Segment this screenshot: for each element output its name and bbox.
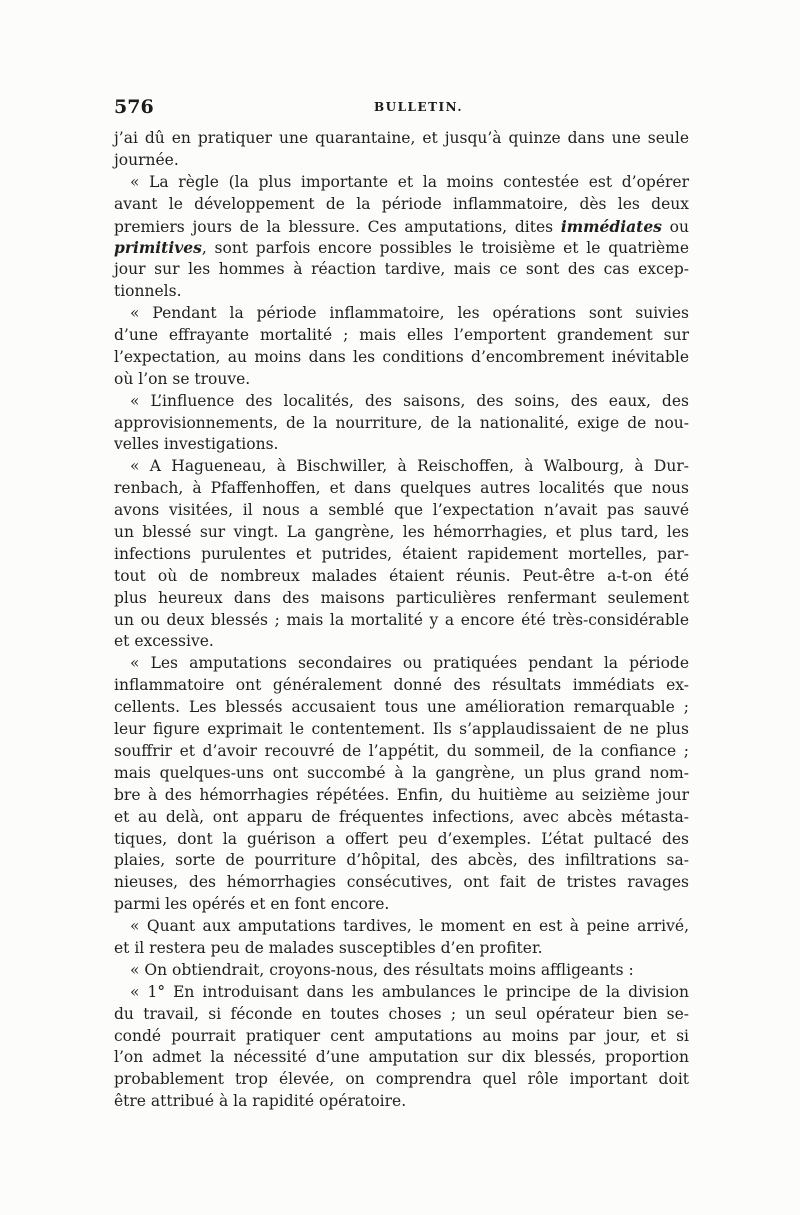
text-line: un ou deux blessés ; mais la mortalité y a encore été très-considérable [114, 610, 689, 629]
text-line: « A Hagueneau, à Bischwiller, à Reischoffen, à Walbourg, à Dur- [130, 457, 689, 476]
text-line: l’expectation, au moins dans les conditions d’encombrement inévitable [114, 347, 689, 366]
text-line: du travail, si féconde en toutes choses ; un seul opérateur bien se- [114, 1004, 689, 1023]
text-line: plus heureux dans des maisons particulières renfermant seulement [114, 588, 689, 607]
text-line: j’ai dû en pratiquer une quarantaine, et jusqu’à quinze dans une seule [114, 129, 689, 147]
text-line: velles investigations. [114, 435, 279, 454]
text-line: tionnels. [114, 282, 182, 301]
text-line: premiers jours de la blessure. Ces amputations, dites immédiates ou [114, 216, 689, 236]
text-line: parmi les opérés et en font encore. [114, 895, 390, 914]
text-line: d’une effrayante mortalité ; mais elles l’emportent grandement sur [114, 326, 689, 345]
text-line: « Les amputations secondaires ou pratiquées pendant la période [130, 654, 689, 673]
text-line: et il restera peu de malades susceptibles d’en profiter. [114, 938, 543, 957]
text-line: jour sur les hommes à réaction tardive, mais ce sont des cas excep- [114, 260, 689, 279]
text-line: « Pendant la période inflammatoire, les opérations sont suivies [130, 304, 689, 323]
text-line: mais quelques-uns ont succombé à la gangrène, un plus grand nom- [114, 763, 689, 782]
text-line: journée. [114, 150, 179, 169]
text-line: inflammatoire ont généralement donné des résultats immédiats ex- [114, 676, 689, 695]
page-header [114, 96, 689, 120]
emphasis: primitives [114, 238, 202, 258]
page-number: 576 [114, 96, 154, 118]
text-line: probablement trop élevée, on comprendra quel rôle important doit [114, 1070, 689, 1089]
text-line: tiques, dont la guérison a offert peu d’exemples. L’état pultacé des [114, 829, 689, 848]
body-text [114, 128, 689, 1113]
text-line: renbach, à Pfaffenhoffen, et dans quelques autres localités que nous [114, 479, 689, 498]
text-line: un blessé sur vingt. La gangrène, les hémorrhagies, et plus tard, les [114, 523, 689, 542]
text-line: plaies, sorte de pourriture d’hôpital, des abcès, des infiltrations sa- [114, 851, 689, 870]
text-line: nieuses, des hémorrhagies consécutives, ont fait de tristes ravages [114, 873, 689, 892]
text-line: leur figure exprimait le contentement. Ils s’applaudissaient de ne plus [114, 720, 689, 739]
text-line: « Quant aux amputations tardives, le moment en est à peine arrivé, [130, 917, 689, 936]
text-line: l’on admet la nécessité d’une amputation sur dix blessés, proportion [114, 1048, 689, 1067]
text-line: cellents. Les blessés accusaient tous une amélioration remarquable ; [114, 698, 689, 717]
text-line: et au delà, ont apparu de fréquentes infections, avec abcès métasta- [114, 807, 689, 826]
text-line: condé pourrait pratiquer cent amputations au moins par jour, et si [114, 1026, 689, 1045]
text-line: avons visitées, il nous a semblé que l’expectation n’avait pas sauvé [114, 501, 689, 520]
text-line: où l’on se trouve. [114, 369, 251, 388]
text-line: tout où de nombreux malades étaient réunis. Peut-être a-t-on été [114, 566, 689, 585]
text-line: bre à des hémorrhagies répétées. Enfin, du huitième au seizième jour [114, 785, 689, 804]
running-head: BULLETIN. [374, 100, 464, 114]
text-line: primitives, sont parfois encore possibles le troisième et le quatrième [114, 238, 689, 258]
text-line: et excessive. [114, 632, 214, 651]
text-line: « L’influence des localités, des saisons, des soins, des eaux, des [130, 391, 689, 410]
text-line: avant le développement de la période inflammatoire, dès les deux [114, 194, 689, 213]
emphasis: immédiates [560, 216, 662, 236]
text-line: « On obtiendrait, croyons-nous, des résultats moins affligeants : [130, 960, 634, 979]
text-line: approvisionnements, de la nourriture, de la nationalité, exige de nou- [114, 413, 689, 432]
text-line: souffrir et d’avoir recouvré de l’appétit, du sommeil, de la confiance ; [114, 741, 689, 760]
text-line: infections purulentes et putrides, étaient rapidement mortelles, par- [114, 544, 689, 563]
text-line: être attribué à la rapidité opératoire. [114, 1092, 407, 1111]
text-line: « 1° En introduisant dans les ambulances le principe de la division [130, 982, 689, 1001]
text-line: « La règle (la plus importante et la moins contestée est d’opérer [130, 172, 689, 191]
